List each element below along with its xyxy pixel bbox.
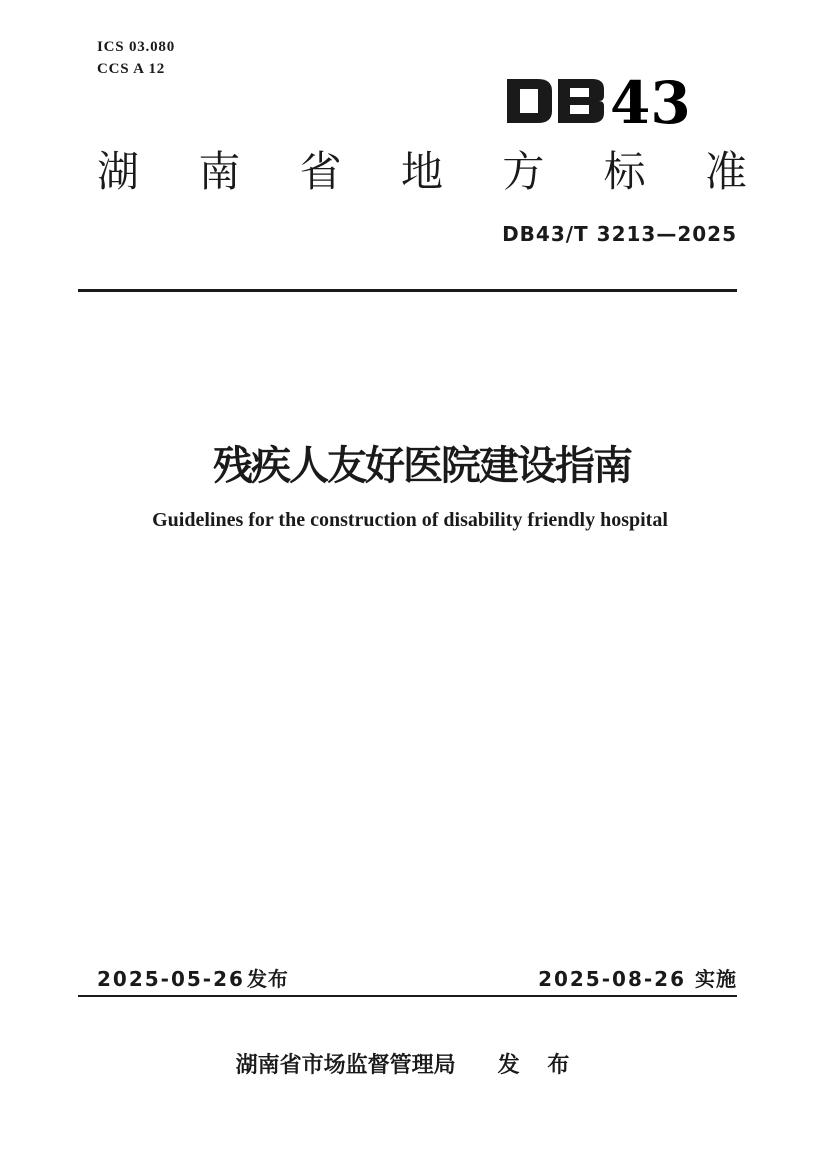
standard-name-char: 南 [198,147,241,196]
standard-number: DB43/T 3213—2025 [502,222,737,246]
document-title-cn: 残疾人友好医院建设指南 [213,443,631,489]
standard-name-char: 标 [603,147,646,196]
implement-date: 2025-08-26 [538,967,686,991]
publisher-line [0,1048,815,1079]
standard-name-char: 省 [299,147,342,196]
db43-logo-graphic [506,76,698,126]
db43-logo [506,76,698,126]
standard-name-char: 方 [502,147,545,196]
ics-code: ICS 03.080 [97,39,176,55]
standard-type-title [97,148,747,196]
standard-name-char: 湖 [97,147,140,196]
implement-date-group [538,963,737,992]
issue-action: 发 布 [497,1053,580,1078]
ccs-code: CCS A 12 [97,61,166,77]
document-title-en: Guidelines for the construction of disability friendly hospital [152,509,668,531]
standard-name-char: 地 [400,147,443,196]
publish-date: 2025-05-26 [97,967,245,991]
logo-number: 43 [610,76,691,126]
dates-row [97,963,737,992]
publish-label: 发布 [246,967,289,991]
footer-rule [78,995,737,997]
publish-date-group [97,963,289,992]
issuer-name: 湖南省市场监督管理局 [235,1053,456,1078]
standard-name-char: 准 [704,147,747,196]
implement-label: 实施 [695,967,737,991]
classification-codes [97,36,175,80]
header-rule [78,289,737,292]
